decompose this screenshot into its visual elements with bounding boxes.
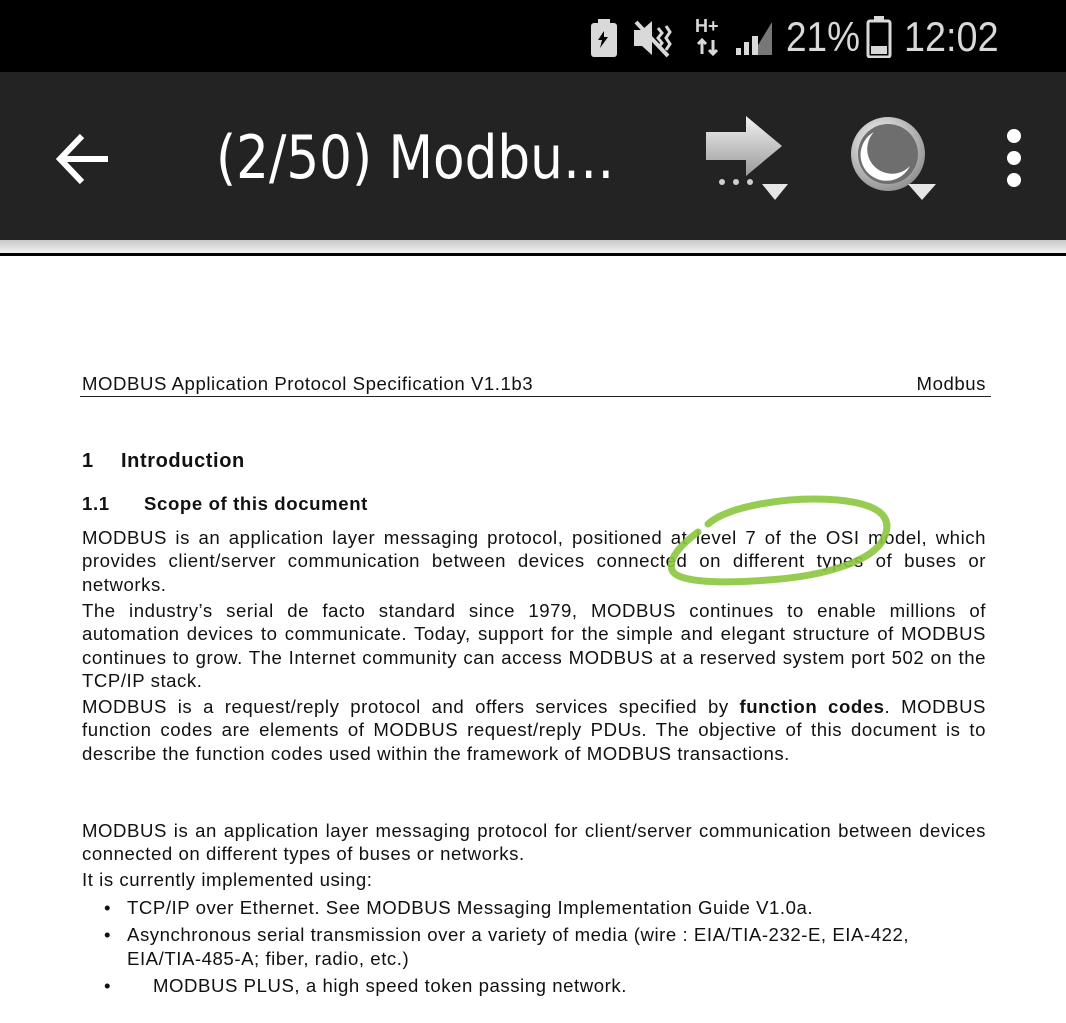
list-item-text: TCP/IP over Ethernet. See MODBUS Messaging Implementation Guide V1.0a. [127,897,814,918]
header-right-text: Modbus [916,373,986,394]
paragraph-overview: MODBUS is an application layer messaging protocol for client/server communication between devices connected on different types of buses or networks. [82,820,986,865]
paragraph-implementations-intro: It is currently implemented using: [82,869,373,890]
section-title: Introduction [121,450,245,472]
paragraph-scope: MODBUS is an application layer messaging protocol, positioned at level 7 of the OSI model, which provides client/server communication between devices connected on different types of buses or networks. [82,527,986,595]
list-item-text: Asynchronous serial transmission over a variety of media (wire : EIA/TIA-232-E, EIA-422, EIA/TIA-485-A; fiber, radio, etc.) [127,924,910,969]
subsection-title: Scope of this document [144,493,368,514]
battery-percent: 21% [786,13,860,60]
app-bar [0,72,1066,240]
document-page[interactable] [0,256,1066,1023]
paragraph-history: The industry’s serial de facto standard since 1979, MODBUS continues to enable millions of automation devices to communicate. Today, support for the simple and elegant structure of MODBUS continues to grow. The Internet community can access MODBUS at a reserved system port 502 on the TCP/IP stack. [82,600,986,691]
list-item [82,923,986,970]
list-item-text: MODBUS PLUS, a high speed token passing network. [153,974,627,996]
bullet-marker: • [104,974,112,996]
hplus-data-icon [694,14,724,58]
overflow-menu-icon[interactable] [996,126,1032,190]
subsection-heading [82,492,368,516]
svg-text:H+: H+ [695,16,719,36]
vibrate-mute-icon [630,18,674,58]
back-arrow-icon[interactable] [50,124,120,194]
bullet-marker: • [104,924,112,946]
bullet-marker: • [104,897,112,918]
header-rule [80,396,991,397]
status-bar [0,0,1066,72]
document-title: (2/50) Modbu… [216,123,615,193]
night-mode-icon[interactable] [844,110,944,210]
signal-strength-icon [734,18,774,56]
section-heading [82,448,245,474]
goto-page-icon[interactable] [696,110,796,210]
list-item [82,974,986,997]
implementation-list [82,896,986,1001]
clock: 12:02 [904,13,999,60]
paragraph-text: MODBUS is a request/reply protocol and offers services specified by [82,696,740,717]
running-header [82,372,986,396]
bold-term: function codes [739,696,885,717]
header-left-text: MODBUS Application Protocol Specification V1.1b3 [82,373,534,394]
paragraph-function-codes [82,695,986,765]
section-number: 1 [82,450,94,472]
subsection-number: 1.1 [82,493,110,514]
battery-saver-icon [589,18,619,58]
paragraph-text: . MODBUS function codes are elements of MODBUS request/reply PDUs. The objective of this document is to describe the function codes used within the framework of MODBUS transactions. [82,696,986,764]
battery-icon [866,16,892,58]
list-item [82,896,986,919]
app-bar-shadow [0,240,1066,254]
